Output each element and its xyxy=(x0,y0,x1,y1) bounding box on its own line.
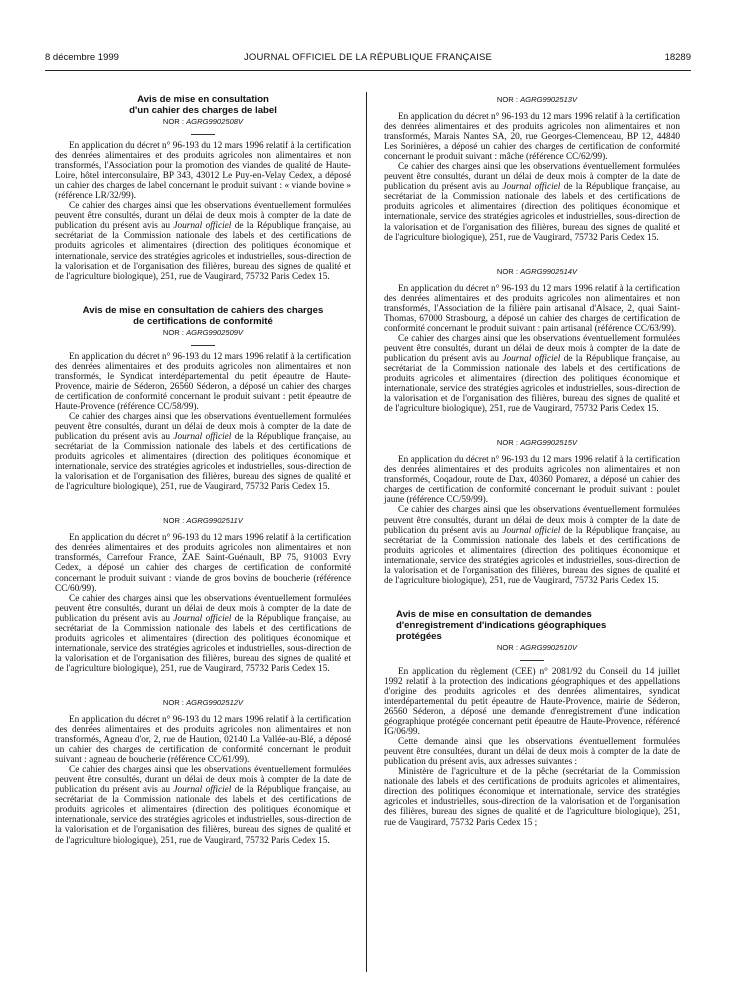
nor-reference: NOR : AGRG9902510V xyxy=(496,642,578,652)
nor-reference: NOR : AGRG9902512V xyxy=(162,697,244,707)
paragraph: En application du décret n° 96-193 du 12 mars 1996 relatif à la certification des denrées alimentaires et des produits agricoles non alimentaires et non transformés, l'Association de la filière pain artisanal d'Alsace, 2, quai Saint-Thomas, 67000 Strasbourg, a déposé un cahier des charges de certification de conformité concernant le produit suivant : pain artisanal (référence CC/63/99). xyxy=(384,283,680,334)
paragraph: Cette demande ainsi que les observations éventuellement formulées peuvent être consultées, durant un délai de deux mois à compter de la date de publication du présent avis, aux adresses suivantes : xyxy=(384,737,680,768)
notice-title-line1: Avis de mise en consultation de demandes xyxy=(396,608,592,620)
column-divider xyxy=(366,92,367,972)
paragraph: Ministère de l'agriculture et de la pêche (secrétariat de la Commission nationale des labels et des certifications de produits agricoles et alimentaires, direction des politiques économique et internationale, service des stratégies agricoles et industrielles, sous-direction de la valorisation et de l'organisation des filières, bureau des signes de qualité et de l'agriculture biologique), 251, rue de Vaugirard, 75732 Paris Cedex 15 ; xyxy=(384,767,680,828)
separator xyxy=(520,660,544,661)
header-journal-title: JOURNAL OFFICIEL DE LA RÉPUBLIQUE FRANÇAISE xyxy=(243,52,493,63)
notice-title-line2: d'enregistrement d'indications géographiques xyxy=(396,619,607,631)
notice-title-line3: protégées xyxy=(396,630,442,642)
notice-agneau-dor xyxy=(55,698,351,846)
paragraph: En application du décret n° 96-193 du 12 mars 1996 relatif à la certification des denrées alimentaires et des produits agricoles non alimentaires et non transformés, Marais Nantes SA, 20, rue Georges-Clemenceau, BP 12, 44840 Les Sorinières, a déposé un cahier des charges de certification de conformité concernant le produit suivant : mâche (référence CC/62/99). xyxy=(384,112,680,163)
paragraph: En application du décret n° 96-193 du 12 mars 1996 relatif à la certification des denrées alimentaires et des produits agricoles non alimentaires et non transformés, Agneau d'or, 2, rue de Haution, 02140 La Vallée-au-Blé, a déposé un cahier des charges de certification de conformité concernant le produit suivant : agneau de boucherie (référence CC/61/99). xyxy=(55,714,351,766)
paragraph: En application du décret n° 96-193 du 12 mars 1996 relatif à la certification des denrées alimentaires et des produits agricoles non alimentaires et non transformés, le Syndicat interdépartemental du petit épeautre de Haute-Provence, mairie de Séderon, 26560 Séderon, a déposé un cahier des charges de certification de conformité concernant le produit suivant : petit épeautre de Haute-Provence (référence CC/58/99). xyxy=(55,351,351,412)
paragraph: Ce cahier des charges ainsi que les observations éventuellement formulées peuvent être consultés, durant un délai de deux mois à compter de la date de publication du présent avis au Journal officiel de la République française, au secrétariat de la Commission nationale des labels et des certifications de produits agricoles et alimentaires (direction des politiques économique et internationale, service des stratégies agricoles et industrielles, sous-direction de la valorisation et de l'organisation des filières, bureau des signes de qualité et de l'agriculture biologique), 251, rue de Vaugirard, 75732 Paris Cedex 15. xyxy=(55,411,351,493)
notice-title-line2: d'un cahier des charges de label xyxy=(129,105,277,116)
paragraph: Ce cahier des charges ainsi que les observations éventuellement formulées peuvent être consultés, durant un délai de deux mois à compter de la date de publication du présent avis au Journal officiel de la République française, au secrétariat de la Commission nationale des labels et des certifications de produits agricoles et alimentaires (direction des politiques économique et internationale, service des stratégies agricoles et industrielles, sous-direction de la valorisation et de l'organisation des filières, bureau des signes de qualité et de l'agriculture biologique), 251, rue de Vaugirard, 75732 Paris Cedex 15. xyxy=(384,505,680,586)
paragraph: Ce cahier des charges ainsi que les observations éventuellement formulées peuvent être consultés, durant un délai de deux mois à compter de la date de publication du présent avis au Journal officiel de la République française, au secrétariat de la Commission nationale des labels et des certifications de produits agricoles et alimentaires (direction des politiques économique et internationale, service des stratégies agricoles et industrielles, sous-direction de la valorisation et de l'organisation des filières, bureau des signes de qualité et de l'agriculture biologique), 251, rue de Vaugirard, 75732 Paris Cedex 15. xyxy=(384,333,680,415)
notice-title-line1: Avis de mise en consultation de cahiers des charges xyxy=(82,304,324,316)
notice-label-viande-bovine xyxy=(55,94,351,282)
notice-marais-nantes xyxy=(384,95,680,243)
paragraph: En application du décret n° 96-193 du 12 mars 1996 relatif à la certification des denrées alimentaires et des produits agricoles non alimentaires et non transformés, Carrefour France, ZAE Saint-Guénault, BP 75, 91003 Evry Cedex, a déposé un cahier des charges de certification de conformité concernant le produit suivant : viande de gros bovins de boucherie (référence CC/60/99). xyxy=(55,533,351,594)
notice-title-line1: Avis de mise en consultation xyxy=(137,94,269,105)
notice-igp-petit-epeautre xyxy=(384,609,680,828)
notice-petit-epeautre xyxy=(55,305,351,493)
separator xyxy=(191,134,215,135)
paragraph: En application du décret n° 96-193 du 12 mars 1996 relatif à la certification des denrées alimentaires et des produits agricoles non alimentaires et non transformés, l'Association pour la promotion des viandes de qualité de Haute-Loire, hôtel interconsulaire, BP 343, 43012 Le Puy-en-Velay Cedex, a déposé un cahier des charges de label concernant le produit suivant : « viande bovine » (référence LR/32/99). xyxy=(55,141,351,202)
nor-reference: NOR : AGRG9902509V xyxy=(162,327,244,337)
nor-reference: NOR : AGRG9902514V xyxy=(496,266,578,276)
nor-reference: NOR : AGRG9902511V xyxy=(163,516,243,526)
header-date: 8 décembre 1999 xyxy=(45,52,119,63)
paragraph: Ce cahier des charges ainsi que les observations éventuellement formulées peuvent être consultés, durant un délai de deux mois à compter de la date de publication du présent avis au Journal officiel de la République française, au secrétariat de la Commission nationale des labels et des certifications de produits agricoles et alimentaires (direction des politiques économique et internationale, service des stratégies agricoles et industrielles, sous-direction de la valorisation et de l'organisation des filières, bureau des signes de qualité et de l'agriculture biologique), 251, rue de Vaugirard, 75732 Paris Cedex 15. xyxy=(384,162,680,243)
separator xyxy=(191,345,215,346)
paragraph: Ce cahier des charges ainsi que les observations éventuellement formulées peuvent être consultés, durant un délai de deux mois à compter de la date de publication du présent avis au Journal officiel de la République française, au secrétariat de la Commission nationale des labels et des certifications de produits agricoles et alimentaires (direction des politiques économique et internationale, service des stratégies agricoles et industrielles, sous-direction de la valorisation et de l'organisation des filières, bureau des signes de qualité et de l'agriculture biologique), 251, rue de Vaugirard, 75732 Paris Cedex 15. xyxy=(55,765,351,846)
notice-carrefour xyxy=(55,516,351,674)
paragraph: En application du règlement (CEE) n° 2081/92 du Conseil du 14 juillet 1992 relatif à la protection des indications géographiques et des appellations d'origine des produits agricoles et des denrées alimentaires, syndicat interdépartemental du petit épeautre de Haute-Provence, mairie de Séderon, 26560 Séderon, a déposé une demande d'enregistrement d'une indication géographique protégée concernant petit épeautre de Haute-Provence, référencé IG/06/99. xyxy=(384,666,680,738)
left-column xyxy=(55,94,351,846)
header-page-number: 18289 xyxy=(664,52,691,63)
paragraph: En application du décret n° 96-193 du 12 mars 1996 relatif à la certification des denrées alimentaires et des produits agricoles non alimentaires et non transformés, Coqadour, route de Dax, 40360 Pomarez, a déposé un cahier des charges de certification de conformité concernant le produit suivant : poulet jaune (référence CC/59/99). xyxy=(384,455,680,506)
right-column xyxy=(384,94,680,828)
nor-reference: NOR : AGRG9902508V xyxy=(162,117,244,126)
paragraph: Ce cahier des charges ainsi que les observations éventuellement formulées peuvent être consultés, durant un délai de deux mois à compter de la date de publication du présent avis au Journal officiel de la République française, au secrétariat de la Commission nationale des labels et des certifications de produits agricoles et alimentaires (direction des politiques économique et internationale, service des stratégies agricoles et industrielles, sous-direction de la valorisation et de l'organisation des filières, bureau des signes de qualité et de l'agriculture biologique), 251, rue de Vaugirard, 75732 Paris Cedex 15. xyxy=(55,593,351,674)
page-header xyxy=(45,52,691,66)
notice-coqadour xyxy=(384,438,680,586)
notice-pain-artisanal xyxy=(384,267,680,415)
nor-reference: NOR : AGRG9902515V xyxy=(496,438,578,448)
notice-title-line2: de certifications de conformité xyxy=(133,315,273,327)
paragraph: Ce cahier des charges ainsi que les observations éventuellement formulées peuvent être consultés, durant un délai de deux mois à compter de la date de publication du présent avis au Journal officiel de la République française, au secrétariat de la Commission nationale des labels et des certifications de produits agricoles et alimentaires (direction des politiques économique et internationale, service des stratégies agricoles et industrielles, sous-direction de la valorisation et de l'organisation des filières, bureau des signes de qualité et de l'agriculture biologique), 251, rue de Vaugirard, 75732 Paris Cedex 15. xyxy=(55,201,351,282)
header-rule xyxy=(45,70,691,71)
nor-reference: NOR : AGRG9902513V xyxy=(496,95,578,104)
